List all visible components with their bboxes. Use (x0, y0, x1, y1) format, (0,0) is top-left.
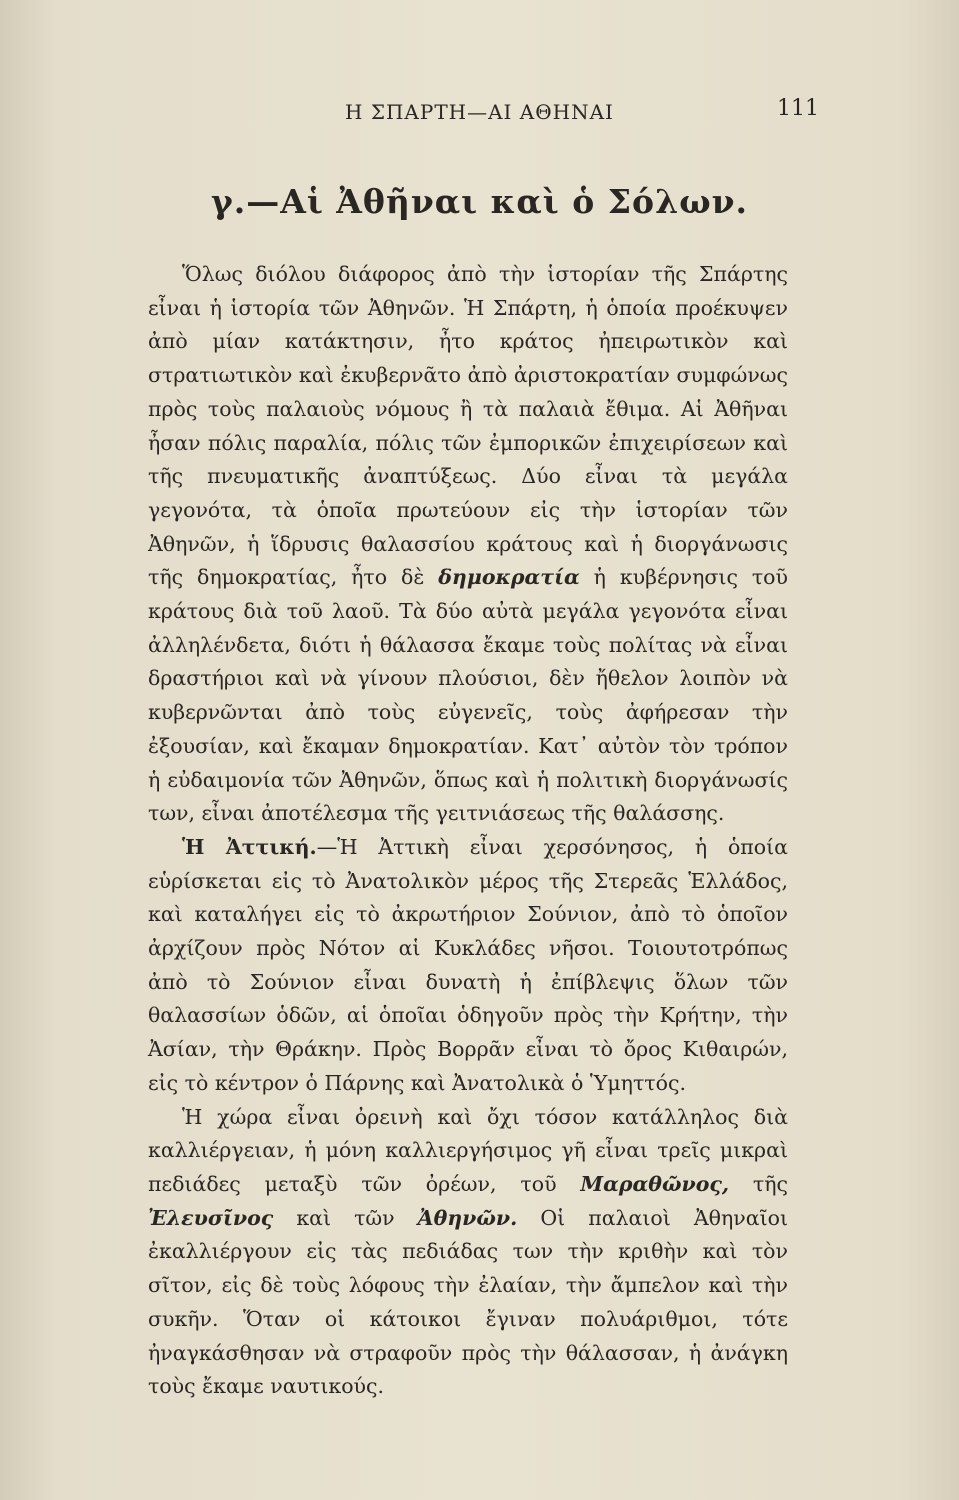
section-title: γ.—Αἱ Ἀθῆναι καὶ ὁ Σόλων. (210, 182, 749, 221)
paragraph-land (148, 1101, 788, 1404)
text-run: ἡ κυβέρνησις τοῦ κράτους διὰ τοῦ λαοῦ. Τὰ δύο αὐτὰ μεγάλα γεγονότα εἶναι ἀλληλένδετα, διότι ἡ θάλασσα ἔκαμε τοὺς πολίτας νὰ εἶναι δραστήριοι καὶ νὰ γίνουν πλούσιοι, δὲν ἤθελον λοιπὸν νὰ κυβερνῶνται ἀπὸ τοὺς εὐγενεῖς, τοὺς ἀφήρεσαν τὴν ἐξουσίαν, καὶ ἔκαμαν δημοκρατίαν. Κατ᾿ αὐτὸν τὸν τρόπον ἡ εὐδαιμονία τῶν Ἀθηνῶν, ὅπως καὶ ἡ πολιτικὴ διοργάνωσίς των, εἶναι ἀποτέλεσμα τῆς γειτνιάσεως τῆς θαλάσσης. (148, 565, 788, 826)
paragraph-athens-vs-sparta (148, 258, 788, 831)
text-run: Οἱ παλαιοὶ Ἀθηναῖοι ἐκαλλιέργουν εἰς τὰς πεδιάδας των τὴν κριθὴν καὶ τὸν σῖτον, εἰς δὲ τοὺς λόφους τὴν ἐλαίαν, τὴν ἄμπελον καὶ τὴν συκῆν. Ὅταν οἱ κάτοικοι ἔγιναν πολυάριθμοι, τότε ἠναγκάσθησαν νὰ στραφοῦν πρὸς τὴν θάλασσαν, ἡ ἀνάγκη τοὺς ἔκαμε ναυτικούς. (148, 1205, 788, 1399)
emphasis-athens: Ἀθηνῶν. (417, 1205, 518, 1230)
paragraph-attica (148, 831, 788, 1101)
paragraph-lead-attica: Ἡ Ἀττική. (182, 834, 317, 859)
text-run: Ὅλως διόλου διάφορος ἀπὸ τὴν ἱστορίαν τῆς Σπάρτης εἶναι ἡ ἱστορία τῶν Ἀθηνῶν. Ἡ Σπάρτη, ἡ ὁποία προέκυψεν ἀπὸ μίαν κατάκτησιν, ἦτο κράτος ἠπειρωτικὸν καὶ στρατιωτικὸν καὶ ἐκυβερνᾶτο ἀπὸ ἀριστοκρατίαν συμφώνως πρὸς τοὺς παλαιοὺς νόμους ἢ τὰ παλαιὰ ἔθιμα. Αἱ Ἀθῆναι ἦσαν πόλις παραλία, πόλις τῶν ἐμπορικῶν ἐπιχειρίσεων καὶ τῆς πνευματικῆς ἀναπτύξεως. Δύο εἶναι τὰ μεγάλα γεγονότα, τὰ ὁποῖα πρωτεύουν εἰς τὴν ἱστορίαν τῶν Ἀθηνῶν, ἡ ἵδρυσις θαλασσίου κράτους καὶ ἡ διοργάνωσις τῆς δημοκρατίας, ἦτο δὲ (148, 262, 788, 590)
text-run: καὶ τῶν (273, 1205, 418, 1230)
page-number: 111 (777, 96, 819, 121)
text-run: —Ἡ Ἀττικὴ εἶναι χερσόνησος, ἡ ὁποία εὑρίσκεται εἰς τὸ Ἀνατολικὸν μέρος τῆς Στερεᾶς Ἑλλάδος, καὶ καταλήγει εἰς τὸ ἀκρωτήριον Σούνιον, ἀπὸ τὸ ὁποῖον ἀρχίζουν πρὸς Νότον αἱ Κυκλάδες νῆσοι. Τοιουτοτρόπως ἀπὸ τὸ Σούνιον εἶναι δυνατὴ ἡ ἐπίβλεψις ὅλων τῶν θαλασσίων ὁδῶν, αἱ ὁποῖαι ὁδηγοῦν πρὸς τὴν Κρήτην, τὴν Ἀσίαν, τὴν Θράκην. Πρὸς Βορρᾶν εἶναι τὸ ὄρος Κιθαιρών, εἰς τὸ κέντρον ὁ Πάρνης καὶ Ἀνατολικὰ ὁ Ὑμηττός. (148, 834, 789, 1095)
emphasis-democracy: δημοκρατία (438, 565, 580, 590)
emphasis-marathon: Μαραθῶνος, (580, 1171, 730, 1196)
running-head (0, 96, 959, 130)
emphasis-eleusis: Ἐλευσῖνος (148, 1205, 274, 1230)
body-text (148, 258, 788, 1404)
text-run: Ἡ χώρα εἶναι ὀρεινὴ καὶ ὄχι τόσον κατάλληλος διὰ καλλιέργειαν, ἡ μόνη καλλιεργήσιμος γῆ εἶναι τρεῖς μικραὶ πεδιάδες μεταξὺ τῶν ὀρέων, τοῦ (148, 1104, 788, 1196)
running-title: Η ΣΠΑΡΤΗ—ΑΙ ΑΘΗΝΑΙ (345, 100, 614, 124)
text-run: τῆς (729, 1171, 788, 1196)
